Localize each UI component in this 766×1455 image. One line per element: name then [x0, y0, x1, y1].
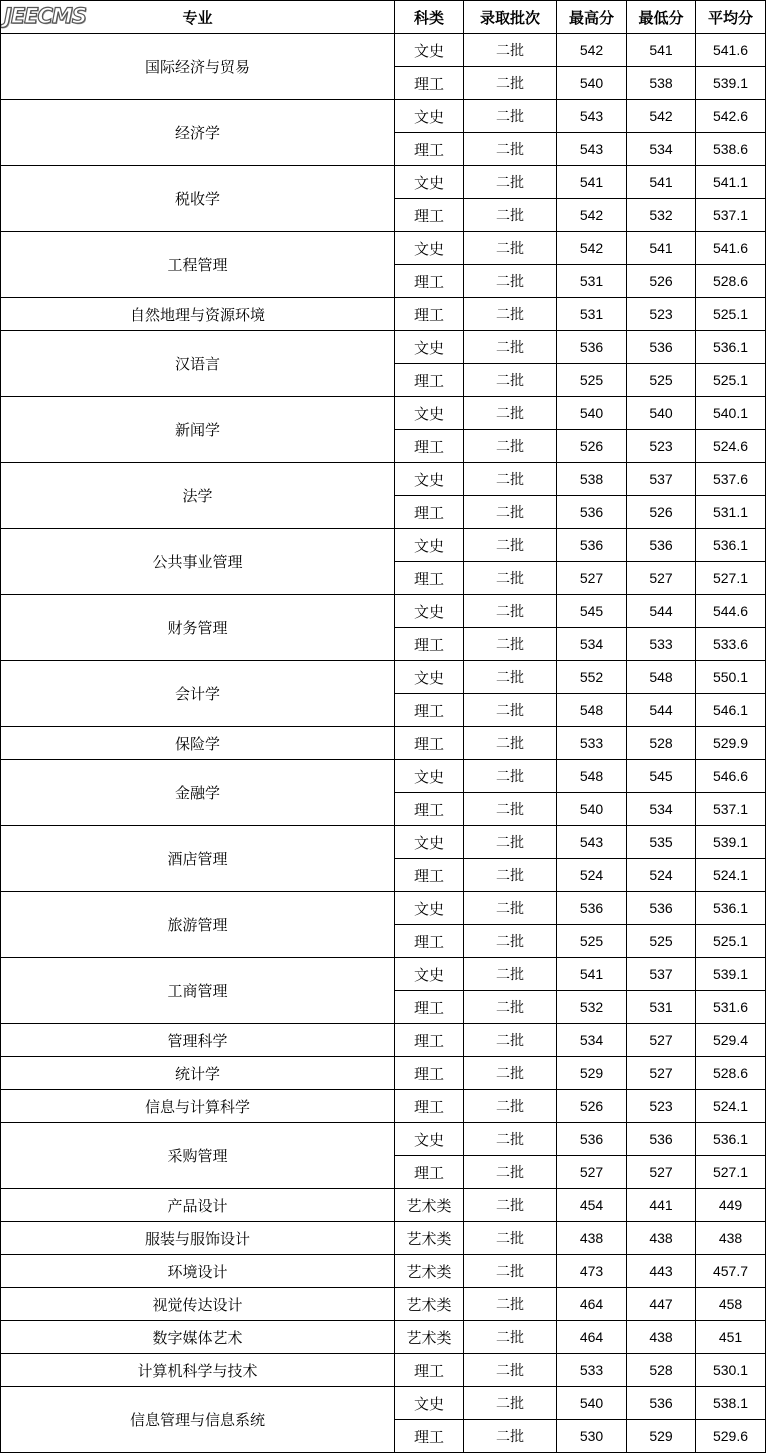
- batch-cell: 二批: [464, 232, 557, 265]
- avg-cell: 527.1: [696, 1156, 766, 1189]
- avg-cell: 539.1: [696, 958, 766, 991]
- avg-cell: 524.1: [696, 1090, 766, 1123]
- table-row: [1, 892, 766, 925]
- avg-cell: 539.1: [696, 826, 766, 859]
- major-name-cell: 信息与计算科学: [1, 1090, 395, 1123]
- category-cell: 理工: [395, 364, 464, 397]
- batch-cell: 二批: [464, 1387, 557, 1420]
- max-cell: 464: [557, 1321, 627, 1354]
- min-cell: 527: [627, 562, 696, 595]
- category-cell: 文史: [395, 595, 464, 628]
- table-row: [1, 397, 766, 430]
- min-cell: 541: [627, 232, 696, 265]
- batch-cell: 二批: [464, 1057, 557, 1090]
- batch-cell: 二批: [464, 100, 557, 133]
- major-name-cell: 自然地理与资源环境: [1, 298, 395, 331]
- avg-cell: 537.1: [696, 793, 766, 826]
- category-cell: 文史: [395, 958, 464, 991]
- batch-cell: 二批: [464, 133, 557, 166]
- max-cell: 552: [557, 661, 627, 694]
- max-cell: 542: [557, 232, 627, 265]
- avg-cell: 527.1: [696, 562, 766, 595]
- max-cell: 548: [557, 760, 627, 793]
- batch-cell: 二批: [464, 67, 557, 100]
- category-cell: 理工: [395, 694, 464, 727]
- batch-cell: 二批: [464, 1024, 557, 1057]
- min-cell: 545: [627, 760, 696, 793]
- major-name-cell: 税收学: [1, 166, 395, 232]
- max-cell: 526: [557, 1090, 627, 1123]
- avg-cell: 538.6: [696, 133, 766, 166]
- min-cell: 528: [627, 727, 696, 760]
- table-row: [1, 34, 766, 67]
- major-name-cell: 信息管理与信息系统: [1, 1387, 395, 1453]
- category-cell: 文史: [395, 397, 464, 430]
- max-cell: 541: [557, 958, 627, 991]
- major-name-cell: 金融学: [1, 760, 395, 826]
- batch-cell: 二批: [464, 793, 557, 826]
- major-name-cell: 采购管理: [1, 1123, 395, 1189]
- min-cell: 525: [627, 364, 696, 397]
- avg-cell: 457.7: [696, 1255, 766, 1288]
- major-name-cell: 国际经济与贸易: [1, 34, 395, 100]
- min-cell: 538: [627, 67, 696, 100]
- batch-cell: 二批: [464, 298, 557, 331]
- table-row: [1, 595, 766, 628]
- avg-cell: 449: [696, 1189, 766, 1222]
- batch-cell: 二批: [464, 661, 557, 694]
- avg-cell: 544.6: [696, 595, 766, 628]
- batch-cell: 二批: [464, 1255, 557, 1288]
- category-cell: 文史: [395, 100, 464, 133]
- batch-cell: 二批: [464, 430, 557, 463]
- batch-cell: 二批: [464, 991, 557, 1024]
- avg-cell: 525.1: [696, 298, 766, 331]
- max-cell: 543: [557, 826, 627, 859]
- batch-cell: 二批: [464, 496, 557, 529]
- batch-cell: 二批: [464, 859, 557, 892]
- batch-cell: 二批: [464, 1123, 557, 1156]
- max-cell: 438: [557, 1222, 627, 1255]
- max-cell: 534: [557, 1024, 627, 1057]
- category-cell: 理工: [395, 298, 464, 331]
- avg-cell: 541.1: [696, 166, 766, 199]
- max-cell: 464: [557, 1288, 627, 1321]
- major-name-cell: 计算机科学与技术: [1, 1354, 395, 1387]
- avg-cell: 533.6: [696, 628, 766, 661]
- category-cell: 理工: [395, 859, 464, 892]
- table-row: [1, 1123, 766, 1156]
- table-row: [1, 1222, 766, 1255]
- avg-cell: 537.6: [696, 463, 766, 496]
- max-cell: 548: [557, 694, 627, 727]
- min-cell: 523: [627, 298, 696, 331]
- table-row: [1, 1255, 766, 1288]
- watermark-logo: JEECMS: [4, 4, 86, 28]
- avg-cell: 541.6: [696, 34, 766, 67]
- batch-cell: 二批: [464, 529, 557, 562]
- category-cell: 理工: [395, 1090, 464, 1123]
- table-row: [1, 727, 766, 760]
- major-name-cell: 工程管理: [1, 232, 395, 298]
- max-cell: 531: [557, 265, 627, 298]
- batch-cell: 二批: [464, 1156, 557, 1189]
- table-body: [1, 34, 766, 1453]
- table-row: [1, 661, 766, 694]
- avg-cell: 539.1: [696, 67, 766, 100]
- header-min: 最低分: [627, 1, 696, 34]
- min-cell: 535: [627, 826, 696, 859]
- min-cell: 532: [627, 199, 696, 232]
- max-cell: 524: [557, 859, 627, 892]
- avg-cell: 542.6: [696, 100, 766, 133]
- max-cell: 532: [557, 991, 627, 1024]
- major-name-cell: 统计学: [1, 1057, 395, 1090]
- batch-cell: 二批: [464, 562, 557, 595]
- category-cell: 文史: [395, 892, 464, 925]
- min-cell: 526: [627, 496, 696, 529]
- category-cell: 理工: [395, 1024, 464, 1057]
- avg-cell: 540.1: [696, 397, 766, 430]
- batch-cell: 二批: [464, 1090, 557, 1123]
- batch-cell: 二批: [464, 892, 557, 925]
- header-major-label: 专业: [182, 9, 213, 27]
- min-cell: 438: [627, 1321, 696, 1354]
- batch-cell: 二批: [464, 331, 557, 364]
- avg-cell: 541.6: [696, 232, 766, 265]
- major-name-cell: 新闻学: [1, 397, 395, 463]
- batch-cell: 二批: [464, 694, 557, 727]
- avg-cell: 458: [696, 1288, 766, 1321]
- avg-cell: 528.6: [696, 1057, 766, 1090]
- category-cell: 文史: [395, 760, 464, 793]
- min-cell: 548: [627, 661, 696, 694]
- min-cell: 527: [627, 1057, 696, 1090]
- max-cell: 540: [557, 793, 627, 826]
- category-cell: 理工: [395, 133, 464, 166]
- table-row: [1, 463, 766, 496]
- min-cell: 441: [627, 1189, 696, 1222]
- batch-cell: 二批: [464, 34, 557, 67]
- max-cell: 526: [557, 430, 627, 463]
- category-cell: 文史: [395, 661, 464, 694]
- table-row: [1, 1354, 766, 1387]
- min-cell: 447: [627, 1288, 696, 1321]
- major-name-cell: 汉语言: [1, 331, 395, 397]
- max-cell: 540: [557, 67, 627, 100]
- category-cell: 文史: [395, 826, 464, 859]
- major-name-cell: 公共事业管理: [1, 529, 395, 595]
- max-cell: 536: [557, 1123, 627, 1156]
- category-cell: 理工: [395, 67, 464, 100]
- category-cell: 艺术类: [395, 1189, 464, 1222]
- avg-cell: 529.4: [696, 1024, 766, 1057]
- category-cell: 文史: [395, 166, 464, 199]
- avg-cell: 531.1: [696, 496, 766, 529]
- max-cell: 533: [557, 727, 627, 760]
- batch-cell: 二批: [464, 1420, 557, 1453]
- max-cell: 540: [557, 1387, 627, 1420]
- category-cell: 理工: [395, 925, 464, 958]
- avg-cell: 536.1: [696, 529, 766, 562]
- min-cell: 540: [627, 397, 696, 430]
- batch-cell: 二批: [464, 463, 557, 496]
- min-cell: 533: [627, 628, 696, 661]
- avg-cell: 525.1: [696, 925, 766, 958]
- table-row: [1, 1189, 766, 1222]
- max-cell: 536: [557, 892, 627, 925]
- max-cell: 454: [557, 1189, 627, 1222]
- table-row: [1, 100, 766, 133]
- avg-cell: 528.6: [696, 265, 766, 298]
- header-max: 最高分: [557, 1, 627, 34]
- category-cell: 艺术类: [395, 1321, 464, 1354]
- min-cell: 541: [627, 166, 696, 199]
- avg-cell: 524.1: [696, 859, 766, 892]
- min-cell: 438: [627, 1222, 696, 1255]
- batch-cell: 二批: [464, 397, 557, 430]
- table-row: [1, 1288, 766, 1321]
- major-name-cell: 管理科学: [1, 1024, 395, 1057]
- category-cell: 理工: [395, 1354, 464, 1387]
- major-name-cell: 环境设计: [1, 1255, 395, 1288]
- min-cell: 536: [627, 331, 696, 364]
- max-cell: 538: [557, 463, 627, 496]
- table-row: [1, 826, 766, 859]
- batch-cell: 二批: [464, 1288, 557, 1321]
- category-cell: 文史: [395, 1123, 464, 1156]
- table-row: [1, 1387, 766, 1420]
- category-cell: 文史: [395, 463, 464, 496]
- batch-cell: 二批: [464, 1222, 557, 1255]
- batch-cell: 二批: [464, 958, 557, 991]
- avg-cell: 529.9: [696, 727, 766, 760]
- avg-cell: 438: [696, 1222, 766, 1255]
- avg-cell: 546.6: [696, 760, 766, 793]
- max-cell: 536: [557, 529, 627, 562]
- major-name-cell: 视觉传达设计: [1, 1288, 395, 1321]
- major-name-cell: 会计学: [1, 661, 395, 727]
- batch-cell: 二批: [464, 826, 557, 859]
- category-cell: 理工: [395, 265, 464, 298]
- batch-cell: 二批: [464, 1354, 557, 1387]
- table-row: [1, 232, 766, 265]
- min-cell: 536: [627, 892, 696, 925]
- category-cell: 文史: [395, 529, 464, 562]
- table-row: [1, 760, 766, 793]
- min-cell: 528: [627, 1354, 696, 1387]
- category-cell: 文史: [395, 331, 464, 364]
- min-cell: 527: [627, 1156, 696, 1189]
- header-avg: 平均分: [696, 1, 766, 34]
- table-row: [1, 1321, 766, 1354]
- avg-cell: 530.1: [696, 1354, 766, 1387]
- min-cell: 527: [627, 1024, 696, 1057]
- header-batch: 录取批次: [464, 1, 557, 34]
- header-category: 科类: [395, 1, 464, 34]
- batch-cell: 二批: [464, 364, 557, 397]
- header-row: [1, 1, 766, 34]
- category-cell: 文史: [395, 1387, 464, 1420]
- batch-cell: 二批: [464, 166, 557, 199]
- table-row: [1, 529, 766, 562]
- avg-cell: 451: [696, 1321, 766, 1354]
- max-cell: 473: [557, 1255, 627, 1288]
- min-cell: 534: [627, 133, 696, 166]
- batch-cell: 二批: [464, 925, 557, 958]
- max-cell: 541: [557, 166, 627, 199]
- avg-cell: 538.1: [696, 1387, 766, 1420]
- category-cell: 艺术类: [395, 1222, 464, 1255]
- category-cell: 文史: [395, 232, 464, 265]
- max-cell: 530: [557, 1420, 627, 1453]
- min-cell: 541: [627, 34, 696, 67]
- avg-cell: 536.1: [696, 1123, 766, 1156]
- avg-cell: 536.1: [696, 892, 766, 925]
- max-cell: 543: [557, 100, 627, 133]
- batch-cell: 二批: [464, 265, 557, 298]
- min-cell: 536: [627, 1123, 696, 1156]
- batch-cell: 二批: [464, 1321, 557, 1354]
- min-cell: 534: [627, 793, 696, 826]
- avg-cell: 524.6: [696, 430, 766, 463]
- batch-cell: 二批: [464, 727, 557, 760]
- max-cell: 542: [557, 34, 627, 67]
- major-name-cell: 保险学: [1, 727, 395, 760]
- max-cell: 536: [557, 331, 627, 364]
- table-row: [1, 298, 766, 331]
- major-name-cell: 产品设计: [1, 1189, 395, 1222]
- max-cell: 531: [557, 298, 627, 331]
- avg-cell: 550.1: [696, 661, 766, 694]
- table-row: [1, 331, 766, 364]
- category-cell: 理工: [395, 1057, 464, 1090]
- category-cell: 艺术类: [395, 1288, 464, 1321]
- max-cell: 525: [557, 364, 627, 397]
- min-cell: 537: [627, 463, 696, 496]
- category-cell: 理工: [395, 991, 464, 1024]
- min-cell: 529: [627, 1420, 696, 1453]
- min-cell: 443: [627, 1255, 696, 1288]
- table-row: [1, 166, 766, 199]
- max-cell: 529: [557, 1057, 627, 1090]
- max-cell: 545: [557, 595, 627, 628]
- max-cell: 527: [557, 1156, 627, 1189]
- batch-cell: 二批: [464, 1189, 557, 1222]
- category-cell: 理工: [395, 1420, 464, 1453]
- min-cell: 525: [627, 925, 696, 958]
- category-cell: 文史: [395, 34, 464, 67]
- category-cell: 理工: [395, 199, 464, 232]
- batch-cell: 二批: [464, 760, 557, 793]
- avg-cell: 537.1: [696, 199, 766, 232]
- category-cell: 理工: [395, 1156, 464, 1189]
- batch-cell: 二批: [464, 628, 557, 661]
- category-cell: 理工: [395, 727, 464, 760]
- major-name-cell: 法学: [1, 463, 395, 529]
- max-cell: 543: [557, 133, 627, 166]
- category-cell: 艺术类: [395, 1255, 464, 1288]
- max-cell: 533: [557, 1354, 627, 1387]
- category-cell: 理工: [395, 562, 464, 595]
- min-cell: 526: [627, 265, 696, 298]
- table-row: [1, 958, 766, 991]
- category-cell: 理工: [395, 430, 464, 463]
- category-cell: 理工: [395, 628, 464, 661]
- min-cell: 524: [627, 859, 696, 892]
- min-cell: 536: [627, 1387, 696, 1420]
- max-cell: 534: [557, 628, 627, 661]
- batch-cell: 二批: [464, 595, 557, 628]
- header-major: [1, 1, 395, 34]
- min-cell: 523: [627, 1090, 696, 1123]
- avg-cell: 536.1: [696, 331, 766, 364]
- avg-cell: 546.1: [696, 694, 766, 727]
- table-row: [1, 1057, 766, 1090]
- category-cell: 理工: [395, 793, 464, 826]
- major-name-cell: 服装与服饰设计: [1, 1222, 395, 1255]
- max-cell: 536: [557, 496, 627, 529]
- table-row: [1, 1090, 766, 1123]
- table-row: [1, 1024, 766, 1057]
- min-cell: 536: [627, 529, 696, 562]
- major-name-cell: 数字媒体艺术: [1, 1321, 395, 1354]
- max-cell: 540: [557, 397, 627, 430]
- min-cell: 537: [627, 958, 696, 991]
- major-name-cell: 旅游管理: [1, 892, 395, 958]
- min-cell: 531: [627, 991, 696, 1024]
- major-name-cell: 酒店管理: [1, 826, 395, 892]
- avg-cell: 531.6: [696, 991, 766, 1024]
- min-cell: 544: [627, 595, 696, 628]
- major-name-cell: 经济学: [1, 100, 395, 166]
- min-cell: 523: [627, 430, 696, 463]
- min-cell: 542: [627, 100, 696, 133]
- major-name-cell: 工商管理: [1, 958, 395, 1024]
- max-cell: 525: [557, 925, 627, 958]
- min-cell: 544: [627, 694, 696, 727]
- avg-cell: 525.1: [696, 364, 766, 397]
- max-cell: 542: [557, 199, 627, 232]
- avg-cell: 529.6: [696, 1420, 766, 1453]
- category-cell: 理工: [395, 496, 464, 529]
- major-name-cell: 财务管理: [1, 595, 395, 661]
- batch-cell: 二批: [464, 199, 557, 232]
- max-cell: 527: [557, 562, 627, 595]
